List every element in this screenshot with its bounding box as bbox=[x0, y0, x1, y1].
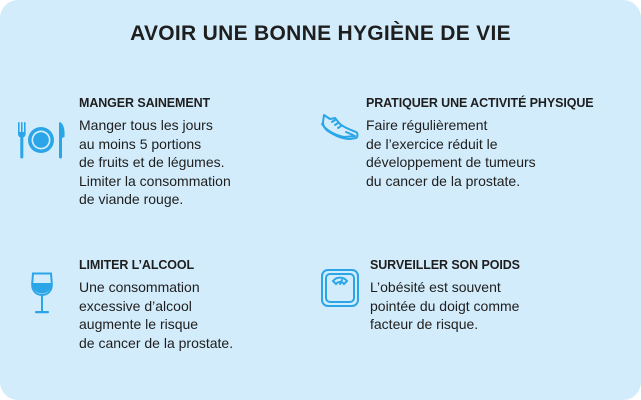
body-line: de viande rouge. bbox=[79, 191, 184, 207]
body-line: de fruits et de légumes. bbox=[79, 154, 225, 170]
body-line: développement de tumeurs bbox=[366, 154, 536, 170]
section-body bbox=[79, 278, 233, 352]
plate-fork-knife-icon bbox=[16, 120, 68, 160]
body-line: augmente le risque bbox=[79, 316, 199, 332]
section-heading: PRATIQUER UNE ACTIVITÉ PHYSIQUE bbox=[366, 96, 594, 110]
body-line: du cancer de la prostate. bbox=[366, 172, 521, 189]
bathroom-scale-icon bbox=[320, 268, 360, 308]
body-line: facteur de risque. bbox=[370, 316, 479, 332]
body-line: pointée du doigt comme bbox=[370, 297, 520, 314]
page-title: AVOIR UNE BONNE HYGIÈNE DE VIE bbox=[130, 22, 511, 45]
body-line: Limiter la consommation bbox=[79, 172, 231, 189]
body-line: Faire régulièrement bbox=[366, 117, 488, 133]
body-line: Une consommation bbox=[79, 279, 200, 295]
section-heading: SURVEILLER SON POIDS bbox=[370, 258, 520, 272]
body-line: au moins 5 portions bbox=[79, 135, 202, 152]
wine-glass-icon bbox=[30, 272, 54, 316]
section-heading: LIMITER L’ALCOOL bbox=[79, 258, 195, 272]
body-line: Manger tous les jours bbox=[79, 117, 213, 133]
body-line: excessive d’alcool bbox=[79, 297, 192, 314]
section-heading: MANGER SAINEMENT bbox=[79, 96, 211, 110]
section-body bbox=[370, 278, 519, 334]
body-line: L’obésité est souvent bbox=[370, 279, 501, 295]
running-shoe-icon bbox=[318, 112, 360, 146]
body-line: de l’exercice réduit le bbox=[366, 135, 498, 152]
section-body bbox=[366, 116, 536, 190]
section-body bbox=[79, 116, 231, 209]
body-line: de cancer de la prostate. bbox=[79, 334, 234, 351]
